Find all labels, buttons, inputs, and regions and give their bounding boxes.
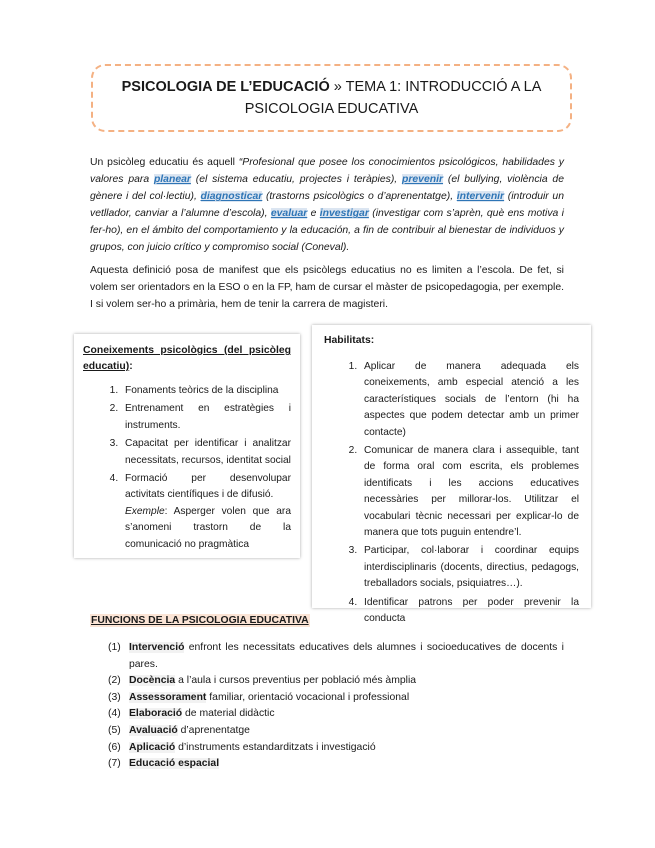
function-number: (5) <box>108 724 121 736</box>
keyword-evaluar: evaluar <box>270 208 308 220</box>
function-number: (2) <box>108 675 121 687</box>
list-item-text: Formació per desenvolupar activitats científiques i de difusió. <box>125 473 291 501</box>
function-term: Educació espacial <box>129 758 220 770</box>
function-number: (4) <box>108 708 121 720</box>
keyword-intervenir: intervenir <box>456 191 505 203</box>
knowledge-card-heading-text: Coneixements psicològics (del psicòleg educatiu) <box>83 345 291 372</box>
intro-text: Un psicòleg educatiu és aquell <box>90 157 239 168</box>
list-item: 2. Comunicar de manera clara i assequible, tant de forma oral com escrita, els problemes identificats i les accions educatives necessàries per millorar-los. Utilitzar el vocabulari tècnic necessari per explicar-lo de manera que tots puguin entendre’l. <box>360 443 579 541</box>
functions-title-text: FUNCIONS DE LA PSICOLOGIA EDUCATIVA <box>91 615 309 626</box>
quote-part: (introduir un vetllador, canviar a l’alumne d’escola), <box>90 191 564 220</box>
quote-part: (el bullying, violència de gènere i del col·lectiu), <box>90 174 564 203</box>
function-text: enfront les necessitats educatives dels alumnes i socioeducatives de docents i pares. <box>129 642 564 670</box>
function-text: d’aprenentatge <box>177 724 250 736</box>
title-rest-line2: PSICOLOGIA EDUCATIVA <box>244 101 419 117</box>
functions-list <box>108 640 564 773</box>
knowledge-card-heading <box>83 343 291 375</box>
quote-part: (investigar com s’aprèn, què ens motiva i fer-ho), en el ámbito del comportamiento y la educación, a fin de contribuir al bienestar de individuos y grupos, con juicio crítico y compromiso social (Coneval). <box>90 208 564 254</box>
skills-card <box>312 325 591 625</box>
function-number: (1) <box>108 642 121 653</box>
function-item <box>108 690 564 707</box>
list-item: 1. Fonaments teòrics de la disciplina <box>121 383 291 399</box>
list-item: 2. Entrenament en estratègies i instruments. <box>121 401 291 434</box>
function-term: Docència <box>129 675 176 687</box>
list-item <box>121 471 291 553</box>
function-number: (3) <box>108 691 121 703</box>
intro-paragraph <box>90 154 564 257</box>
knowledge-card <box>74 334 300 558</box>
function-term: Intervenció <box>129 642 185 653</box>
quote-part: (trastorns psicològics o d’aprenentatge), <box>262 191 457 203</box>
functions-title <box>90 614 310 627</box>
function-item <box>108 706 564 723</box>
quote-part: (el sistema educatiu, projectes i teràpies), <box>190 174 403 186</box>
function-term: Aplicació <box>129 741 176 753</box>
function-item <box>108 673 564 690</box>
function-text: d’instruments estandarditzats i investigació <box>175 741 376 753</box>
keyword-investigar: investigar <box>319 208 369 220</box>
list-item: 4. Identificar patrons per poder prevenir la conducta <box>360 595 579 628</box>
title-rest-line1: TEMA 1: INTRODUCCIÓ A LA <box>345 79 542 95</box>
list-item: 3. Capacitat per identificar i analitzar necessitats, recursos, identitat social <box>121 436 291 469</box>
knowledge-list <box>83 383 291 553</box>
function-text: a l’aula i cursos preventius per població més àmplia <box>175 675 417 687</box>
function-number: (7) <box>108 758 121 770</box>
title-box <box>91 64 572 132</box>
knowledge-card-heading-suffix: : <box>129 361 133 372</box>
function-term: Avaluació <box>129 724 178 736</box>
list-item: 1. Aplicar de manera adequada els coneixements, amb especial atenció a les característiques socials de l’entorn (hi ha aspectes que podem detectar amb un primer contacte) <box>360 359 579 441</box>
example-label: Exemple <box>125 505 165 517</box>
keyword-diagnosticar: diagnosticar <box>200 191 263 203</box>
skills-card-heading: Habilitats: <box>324 335 375 346</box>
keyword-prevenir: prevenir <box>402 174 444 186</box>
title-separator: » <box>329 79 346 95</box>
function-text: familiar, orientació vocacional i professional <box>206 691 410 703</box>
keyword-planear: planear <box>153 174 191 186</box>
function-term: Elaboració <box>129 708 183 720</box>
function-item <box>108 756 564 773</box>
example-text: : Asperger volen que ara s’anomeni trastorn de la comunicació no pragmàtica <box>125 505 291 550</box>
function-item <box>108 723 564 740</box>
function-item <box>108 640 564 673</box>
quote-part: “Profesional que posee los conocimientos psicológicos, habilidades y valores para <box>90 157 564 186</box>
definition-note-paragraph: Aquesta definició posa de manifest que els psicòlegs educatius no es limiten a l’escola. De fet, si volem ser orientadors en la ESO o en la FP, ham de cursar el màster de psicopedagogia, per exemple. I si volem ser-ho a primària, hem de tenir la carrera de magisteri. <box>90 265 564 311</box>
function-number: (6) <box>108 741 121 753</box>
title-bold: PSICOLOGIA DE L’EDUCACIÓ <box>121 79 330 95</box>
list-item: 3. Participar, col·laborar i coordinar equips interdisciplinaris (docents, directius, pedagogs, treballadors socials, psiquiatres…). <box>360 543 579 592</box>
quote-part: e <box>307 208 320 220</box>
skills-list <box>324 359 579 628</box>
function-text: de material didàctic <box>182 708 275 720</box>
function-item <box>108 740 564 757</box>
function-term: Assessorament <box>129 691 207 703</box>
